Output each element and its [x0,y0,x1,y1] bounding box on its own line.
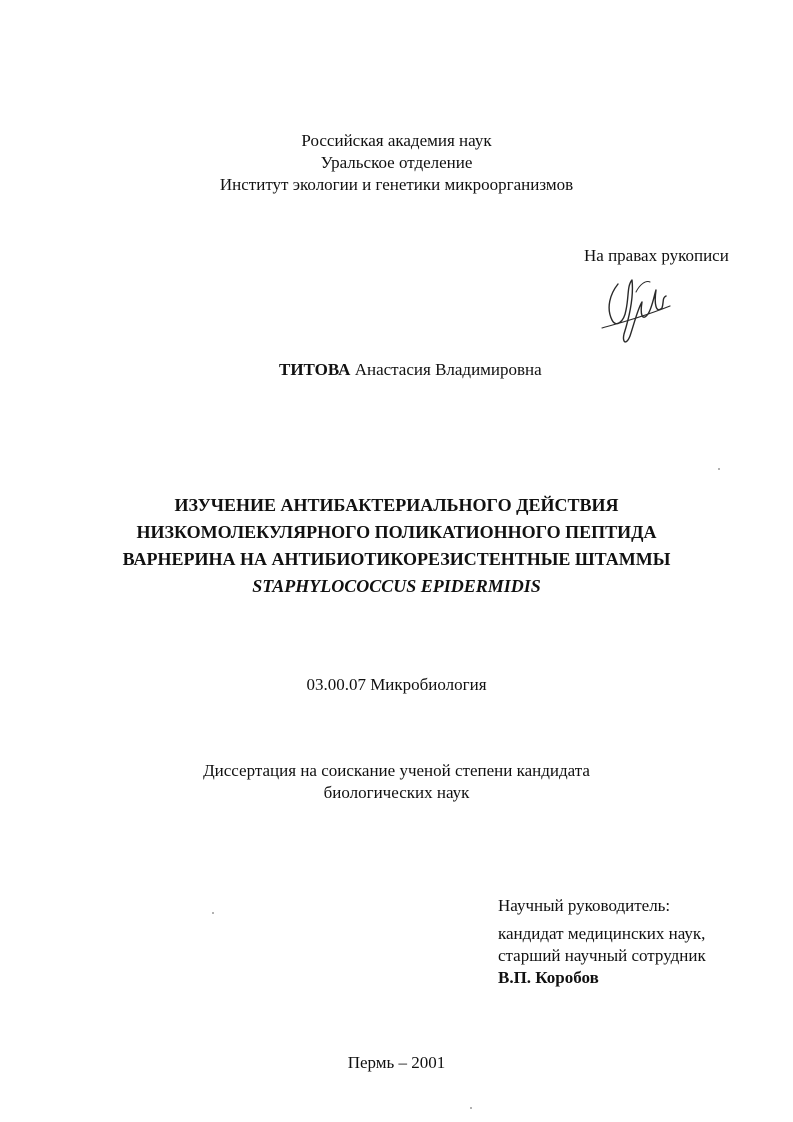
title-line-3: ВАРНЕРИНА НА АНТИБИОТИКОРЕЗИСТЕНТНЫЕ ШТАММЫ [122,549,671,569]
org-branch: Уральское отделение [320,153,473,172]
author-name [279,359,679,381]
supervisor-name: В.П. Коробов [498,968,599,987]
scan-speck [212,912,214,914]
signature-icon [596,262,676,354]
dissertation-title [0,492,793,600]
supervisor-position: старший научный сотрудник [498,946,706,965]
supervisor-block [498,895,788,989]
title-line-2: НИЗКОМОЛЕКУЛЯРНОГО ПОЛИКАТИОННОГО ПЕПТИДА [136,522,657,542]
org-institute: Институт экологии и генетики микроорганизмов [219,175,574,194]
scan-speck [470,1107,472,1109]
title-line-1: ИЗУЧЕНИЕ АНТИБАКТЕРИАЛЬНОГО ДЕЙСТВИЯ [174,495,619,515]
supervisor-heading: Научный руководитель: [498,896,671,915]
title-line-4: STAPHYLOCOCCUS EPIDERMIDIS [252,576,541,596]
city-year: Пермь – 2001 [347,1053,446,1072]
org-academy: Российская академия наук [301,131,492,150]
author-given-names: Анастасия Владимировна [354,360,542,379]
dissertation-line-2: биологических наук [323,783,470,802]
organization-header [0,130,793,196]
scan-speck [718,468,720,470]
dissertation-line-1: Диссертация на соискание ученой степени кандидата [203,761,590,780]
specialty-code: 03.00.07 Микробиология [306,675,487,694]
supervisor-degree: кандидат медицинских наук, [498,924,706,943]
author-surname: ТИТОВА [279,360,351,379]
dissertation-statement [0,760,793,804]
manuscript-note: На правах рукописи [584,246,729,265]
